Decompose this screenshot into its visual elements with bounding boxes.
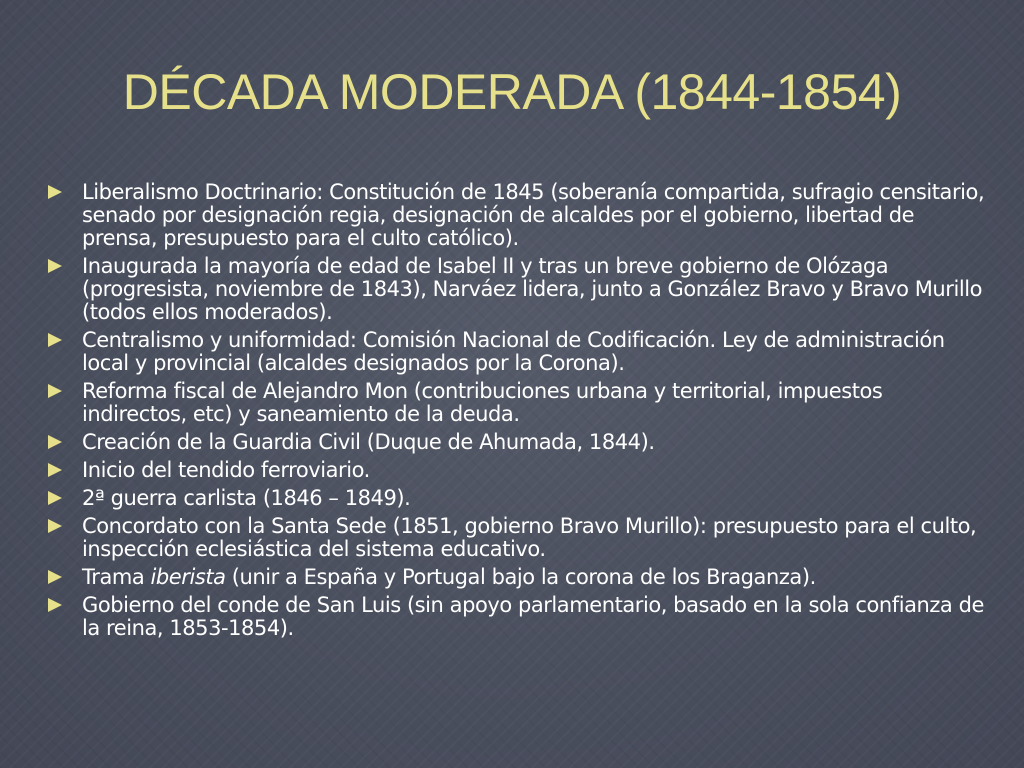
bullet-item <box>48 566 988 589</box>
triangle-bullet-icon <box>48 333 62 347</box>
bullet-item <box>48 459 988 482</box>
bullet-item <box>48 487 988 510</box>
triangle-bullet-icon <box>48 435 62 449</box>
triangle-bullet-icon <box>48 185 62 199</box>
bullet-list <box>48 181 988 645</box>
bullet-text: Inicio del tendido ferroviario. <box>82 458 370 482</box>
triangle-bullet-icon <box>48 491 62 505</box>
bullet-item <box>48 515 988 561</box>
triangle-bullet-icon <box>48 463 62 477</box>
bullet-item <box>48 594 988 640</box>
slide-title: DÉCADA MODERADA (1844-1854) <box>122 64 902 120</box>
bullet-text: Gobierno del conde de San Luis (sin apoyo parlamentario, basado en la sola confianza de la reina, 1853-1854). <box>82 593 984 640</box>
bullet-item <box>48 181 988 250</box>
bullet-text: Creación de la Guardia Civil (Duque de Ahumada, 1844). <box>82 430 655 454</box>
triangle-bullet-icon <box>48 384 62 398</box>
triangle-bullet-icon <box>48 598 62 612</box>
triangle-bullet-icon <box>48 570 62 584</box>
bullet-text: Liberalismo Doctrinario: Constitución de 1845 (soberanía compartida, sufragio censitario, senado por designación regia, designación de alcaldes por el gobierno, libertad de prensa, presupuesto para el culto católico). <box>82 180 985 250</box>
bullet-item <box>48 329 988 375</box>
triangle-bullet-icon <box>48 519 62 533</box>
bullet-text: Reforma fiscal de Alejandro Mon (contribuciones urbana y territorial, impuestos indirectos, etc) y saneamiento de la deuda. <box>82 379 883 426</box>
bullet-text-pre: Trama <box>82 565 151 589</box>
bullet-item <box>48 255 988 324</box>
bullet-item <box>48 431 988 454</box>
bullet-text: 2ª guerra carlista (1846 – 1849). <box>82 486 411 510</box>
bullet-text: Inaugurada la mayoría de edad de Isabel II y tras un breve gobierno de Olózaga (progresista, noviembre de 1843), Narváez lidera, junto a González Bravo y Bravo Murillo (todos ellos moderados). <box>82 254 983 324</box>
bullet-text: Concordato con la Santa Sede (1851, gobierno Bravo Murillo): presupuesto para el culto, inspección eclesiástica del sistema educativo. <box>82 514 977 561</box>
triangle-bullet-icon <box>48 259 62 273</box>
bullet-text: Centralismo y uniformidad: Comisión Nacional de Codificación. Ley de administración local y provincial (alcaldes designados por la Corona). <box>82 328 945 375</box>
bullet-text-italic: iberista <box>150 565 226 589</box>
bullet-item <box>48 380 988 426</box>
bullet-text-post: (unir a España y Portugal bajo la corona de los Braganza). <box>225 565 816 589</box>
